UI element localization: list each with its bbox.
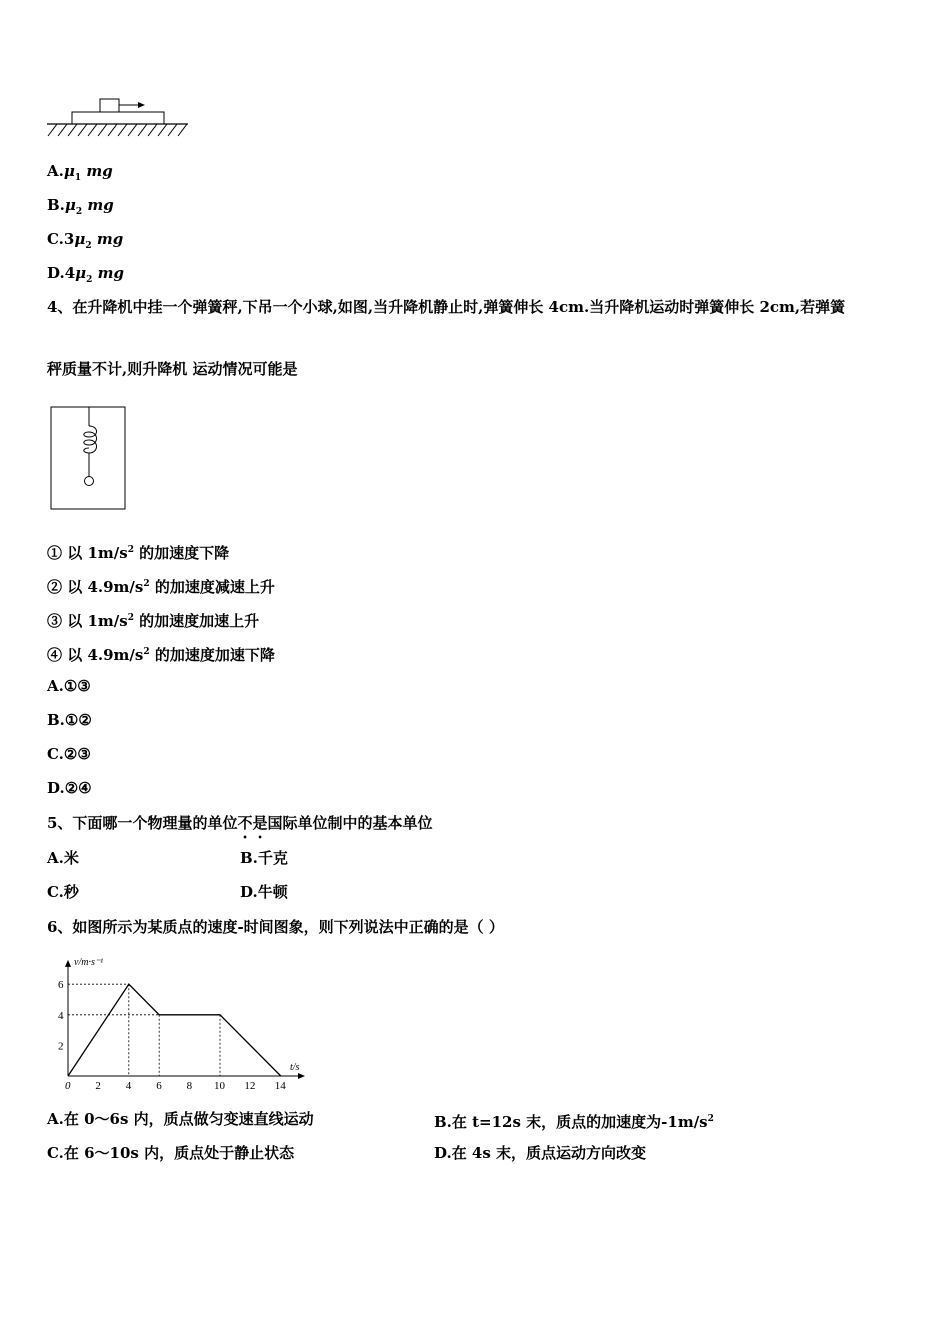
y-axis-arrow [65, 960, 71, 967]
statement-text: 的加速度加速下降 [149, 646, 275, 664]
velocity-line [68, 984, 281, 1076]
subscript: 2 [86, 275, 93, 285]
q6-option-d: D.在 4s 末，质点运动方向改变 [434, 1144, 647, 1162]
superscript: 2 [707, 1114, 714, 1124]
mg-text: mg [92, 264, 124, 282]
ground-hatching [48, 124, 187, 136]
q4-statement-1 [47, 540, 229, 563]
force-arrowhead [138, 102, 145, 108]
q5-option-d: D.牛顿 [240, 883, 288, 901]
emphasis-text: 不是 [237, 814, 268, 832]
q5-stem [47, 813, 432, 842]
upper-block [100, 99, 119, 112]
block-on-board-figure [45, 92, 195, 138]
mg-text: mg [91, 230, 124, 248]
statement-text: ② 以 4.9m/s [47, 578, 144, 596]
statement-text: 的加速度下降 [133, 544, 230, 562]
q4-option-d: D.②④ [47, 779, 92, 797]
q4-option-b: B.①② [47, 711, 92, 729]
y-tick-label: 4 [58, 1009, 64, 1022]
x-tick-label: 10 [214, 1080, 225, 1090]
superscript: 2 [143, 579, 150, 589]
mg-text: mg [81, 162, 113, 180]
q6-stem: 6、如图所示为某质点的速度-时间图象，则下列说法中正确的是（ ） [47, 918, 504, 936]
q3-option-d [47, 263, 124, 290]
mg-text: mg [82, 196, 114, 214]
q4-option-a: A.①③ [47, 677, 91, 695]
q4-stem-line2: 秤质量不计,则升降机 运动情况可能是 [47, 360, 298, 378]
stem-text: 5、下面哪一个物理量的单位 [47, 814, 238, 832]
option-letter: A. [47, 162, 64, 180]
subscript: 2 [75, 207, 83, 217]
x-tick-label: 8 [186, 1080, 193, 1090]
q3-option-c [47, 229, 123, 256]
superscript: 2 [127, 613, 134, 623]
option-text: B.在 t=12s 末，质点的加速度为-1m/s [434, 1113, 708, 1131]
velocity-time-chart [50, 950, 310, 1090]
mu-symbol: μ [63, 162, 75, 180]
q3-option-b [47, 195, 114, 222]
q5-option-a: A.米 [47, 849, 79, 867]
x-tick-label: 6 [156, 1080, 162, 1090]
mu-symbol: μ [75, 264, 87, 282]
elevator-box [51, 407, 125, 509]
x-tick-label: 12 [244, 1080, 256, 1090]
q6-option-c: C.在 6～10s 内，质点处于静止状态 [47, 1144, 295, 1162]
y-axis-label: v/m·s⁻¹ [74, 956, 104, 968]
x-tick-label: 2 [95, 1080, 101, 1090]
q5-option-c: C.秒 [47, 883, 79, 901]
q6-option-b [434, 1109, 714, 1132]
statement-text: 的加速度减速上升 [149, 578, 275, 596]
superscript: 2 [127, 545, 134, 555]
mu-symbol: μ [74, 230, 86, 248]
option-letter: B. [47, 196, 65, 214]
superscript: 2 [143, 647, 150, 657]
q4-stem-line1: 4、在升降机中挂一个弹簧秤,下吊一个小球,如图,当升降机静止时,弹簧伸长 4cm.当升降机运动时弹簧伸长 2cm,若弹簧 [47, 298, 846, 316]
q4-option-c: C.②③ [47, 745, 91, 763]
x-tick-label: 0 [65, 1080, 71, 1090]
statement-text: ① 以 1m/s [47, 544, 128, 562]
option-letter: C.3 [47, 230, 75, 248]
mu-symbol: μ [64, 196, 76, 214]
elevator-spring-figure [50, 406, 128, 512]
statement-text: 的加速度加速上升 [133, 612, 260, 630]
option-letter: D.4 [47, 264, 76, 282]
x-tick-label: 4 [125, 1080, 132, 1090]
q3-option-a [47, 161, 113, 188]
q4-statement-4 [47, 642, 275, 665]
board [72, 112, 164, 124]
x-axis-arrow [298, 1073, 305, 1079]
x-axis-label: t/s [290, 1062, 300, 1073]
q5-option-b: B.千克 [240, 849, 288, 867]
x-tick-label: 14 [274, 1080, 286, 1090]
q6-option-a: A.在 0～6s 内，质点做匀变速直线运动 [47, 1110, 314, 1128]
subscript: 1 [74, 173, 82, 183]
small-ball [85, 477, 94, 486]
y-tick-label: 2 [58, 1040, 64, 1053]
y-tick-label: 6 [58, 979, 64, 992]
statement-text: ③ 以 1m/s [47, 612, 128, 630]
q4-statement-3 [47, 608, 259, 631]
q4-statement-2 [47, 574, 275, 597]
statement-text: ④ 以 4.9m/s [47, 646, 144, 664]
spring-coil [84, 426, 97, 453]
subscript: 2 [85, 241, 92, 251]
stem-text: 国际单位制中的基本单位 [267, 814, 433, 832]
